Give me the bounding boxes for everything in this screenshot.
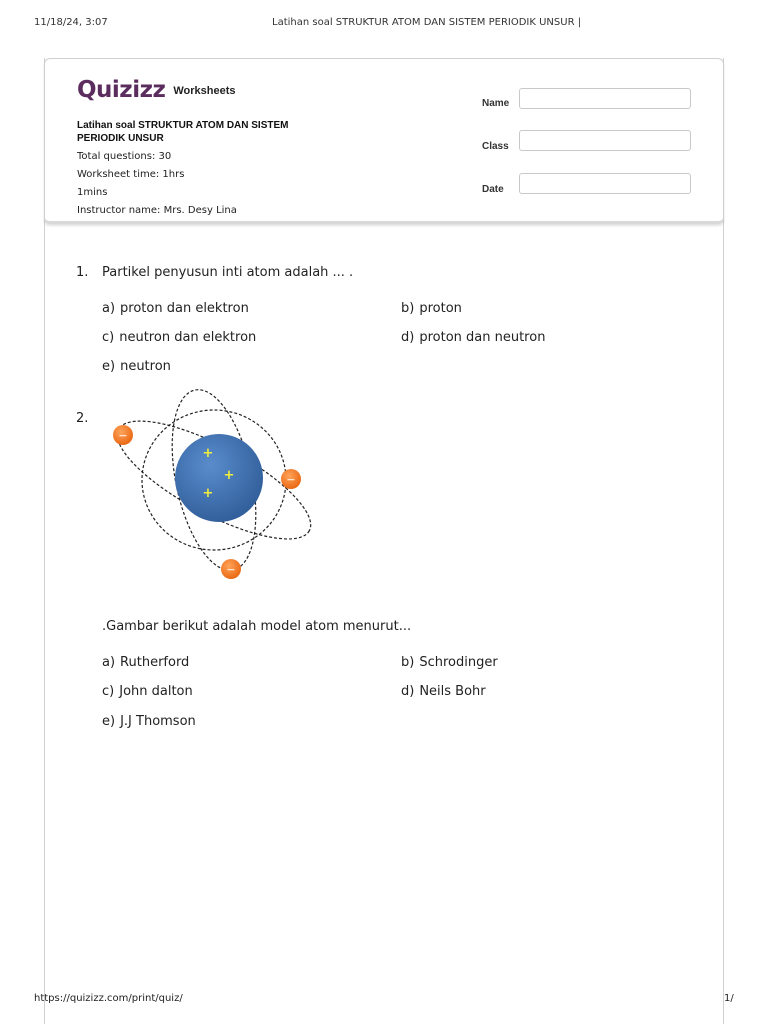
q2-option-b[interactable]: [401, 655, 498, 670]
option-text: neutron dan elektron: [119, 330, 257, 345]
date-label: Date: [482, 184, 504, 195]
footer-url: https://quizizz.com/print/quiz/: [34, 993, 183, 1004]
worksheet-title: Latihan soal STRUKTUR ATOM DAN SISTEM PERIODIK UNSUR: [77, 120, 289, 144]
option-text: proton dan neutron: [419, 330, 546, 345]
proton-sign: +: [202, 446, 214, 461]
quizizz-logo: [77, 77, 236, 103]
worksheet-time-continued: 1mins: [77, 187, 108, 198]
print-datetime: 11/18/24, 3:07: [34, 17, 108, 28]
date-field[interactable]: [519, 173, 691, 194]
class-label: Class: [482, 141, 509, 152]
question-2-number: 2.: [76, 411, 89, 426]
question-1-text: Partikel penyusun inti atom adalah ... .: [102, 265, 354, 280]
option-letter: b): [401, 655, 415, 670]
option-text: neutron: [120, 359, 171, 374]
electron-sign: −: [118, 429, 128, 442]
q1-option-d[interactable]: [401, 330, 545, 345]
option-letter: a): [102, 301, 116, 316]
question-1-number: 1.: [76, 265, 89, 280]
proton-sign: +: [202, 486, 214, 501]
q1-option-b[interactable]: [401, 301, 462, 316]
atom-model-image: [104, 382, 324, 582]
proton-sign: +: [223, 468, 235, 483]
option-text: proton: [419, 301, 462, 316]
q2-option-a[interactable]: [102, 655, 189, 670]
footer-page-number: 1/: [724, 993, 734, 1004]
option-text: Schrodinger: [419, 655, 498, 670]
electron-sign: −: [286, 473, 296, 486]
nucleus: [175, 434, 263, 522]
option-letter: c): [102, 684, 115, 699]
instructor-name: Instructor name: Mrs. Desy Lina: [77, 205, 237, 216]
worksheet-header-card: [44, 58, 724, 224]
q2-option-e[interactable]: [102, 714, 196, 729]
electron-sign: −: [226, 563, 236, 576]
name-label: Name: [482, 98, 510, 109]
option-letter: a): [102, 655, 116, 670]
option-letter: c): [102, 330, 115, 345]
option-text: John dalton: [119, 684, 193, 699]
q1-option-c[interactable]: [102, 330, 256, 345]
option-text: proton dan elektron: [120, 301, 249, 316]
option-letter: d): [401, 684, 415, 699]
option-text: Rutherford: [120, 655, 190, 670]
class-field[interactable]: [519, 130, 691, 151]
question-2-text: .Gambar berikut adalah model atom menurut...: [102, 619, 412, 634]
q2-option-d[interactable]: [401, 684, 486, 699]
worksheet-time: Worksheet time: 1hrs: [77, 169, 185, 180]
option-letter: b): [401, 301, 415, 316]
option-letter: e): [102, 714, 116, 729]
option-letter: d): [401, 330, 415, 345]
logo-wordmark: Quizizz: [77, 77, 166, 103]
option-text: Neils Bohr: [419, 684, 486, 699]
total-questions: Total questions: 30: [77, 151, 172, 162]
name-field[interactable]: [519, 88, 691, 109]
option-text: J.J Thomson: [120, 714, 196, 729]
print-document-title: Latihan soal STRUKTUR ATOM DAN SISTEM PERIODIK UNSUR |: [272, 17, 582, 28]
q1-option-e[interactable]: [102, 359, 171, 374]
option-letter: e): [102, 359, 116, 374]
q2-option-c[interactable]: [102, 684, 193, 699]
logo-tagline: Worksheets: [173, 85, 236, 97]
q1-option-a[interactable]: [102, 301, 249, 316]
